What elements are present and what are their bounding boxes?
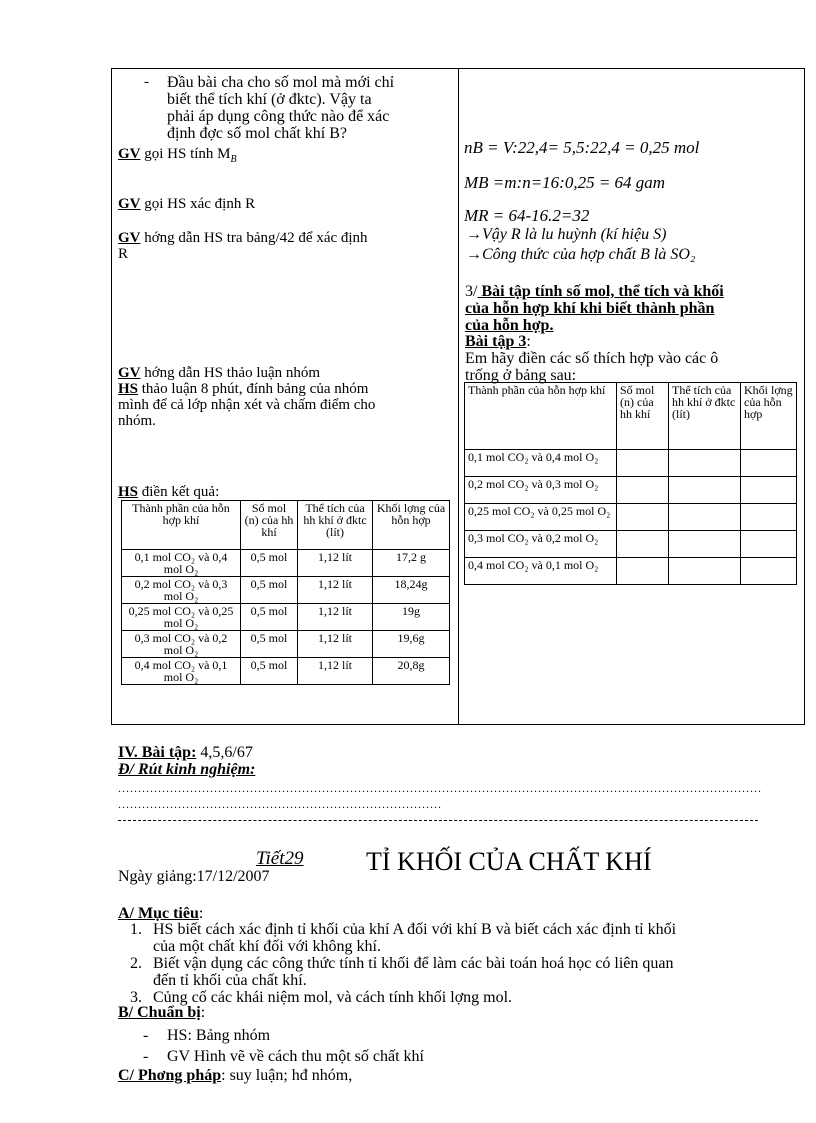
bullet: - <box>144 74 149 90</box>
section-b-label: B/ Chuẩn bị: <box>118 1004 206 1021</box>
empty-cell[interactable] <box>741 504 797 531</box>
table-row: 0,2 mol CO₂ và 0,3 mol O₂ 0,5 mol 1,12 lít 18,24g <box>122 577 450 604</box>
empty-cell[interactable] <box>741 477 797 504</box>
equation-mr: MR = 64-16.2=32 <box>464 206 590 225</box>
gv-step-4: GV hớng dẫn HS thảo luận nhóm HS thảo luận 8 phút, đính bảng của nhóm mình để cả lớp nhận xét và chấm điểm cho nhóm. <box>118 365 376 429</box>
result-table <box>121 500 450 685</box>
exercise-3: Bài tập 3: Em hãy điền các số thích hợp vào các ô trống ở bảng sau: <box>465 333 719 384</box>
empty-cell[interactable] <box>617 504 669 531</box>
empty-cell[interactable] <box>669 531 741 558</box>
table-row: 0,1 mol CO₂ và 0,4 mol O₂ <box>465 450 797 477</box>
empty-cell[interactable] <box>617 477 669 504</box>
exercise-table <box>464 382 797 585</box>
section-a-label: A/ Mục tiêu: <box>118 905 204 922</box>
table-header-row: Thành phần của hỗn hợp khí Số mol (n) của hh khí Thể tích của hh khí ở đktc (lít) Khối lợng của hỗn hợp <box>465 383 797 450</box>
experience-label: Đ/ Rút kinh nghiệm: <box>118 761 256 778</box>
table-row: 0,1 mol CO₂ và 0,4 mol O₂ 0,5 mol 1,12 lít 17,2 g <box>122 550 450 577</box>
dashed-separator <box>118 820 758 821</box>
table-row: 0,4 mol CO₂ và 0,1 mol O₂ 0,5 mol 1,12 lít 20,8g <box>122 658 450 685</box>
dotted-line: ................................................................................................................................................................. <box>118 781 762 795</box>
empty-cell[interactable] <box>617 558 669 585</box>
list-item: 1. HS biết cách xác định tỉ khối của khí A đối với khí B và biết cách xác định tỉ khối của một chất khí đối với không khí. <box>130 921 677 955</box>
empty-cell[interactable] <box>669 477 741 504</box>
conclusion-1: →Vậy R là lu huỳnh (kí hiệu S) <box>466 226 667 243</box>
equation-nb: nB = V:22,4= 5,5:22,4 = 0,25 mol <box>464 138 700 157</box>
objectives-list <box>130 921 810 1006</box>
arrow-icon: → <box>466 226 482 243</box>
hs-result-label: HS điền kết quả: <box>118 484 220 500</box>
empty-cell[interactable] <box>741 450 797 477</box>
empty-cell[interactable] <box>669 558 741 585</box>
list-item: 3. Củng cố các khái niệm mol, và cách tính khối lợng mol. <box>130 989 513 1006</box>
table-row: 0,25 mol CO₂ và 0,25 mol O₂ 0,5 mol 1,12 lít 19g <box>122 604 450 631</box>
table-row: 0,3 mol CO₂ và 0,2 mol O₂ <box>465 531 797 558</box>
teaching-date: Ngày giảng:17/12/2007 <box>118 868 270 885</box>
empty-cell[interactable] <box>669 504 741 531</box>
homework: IV. Bài tập: 4,5,6/67 <box>118 744 253 761</box>
table-row: 0,4 mol CO₂ và 0,1 mol O₂ <box>465 558 797 585</box>
gv-step-3: GV hớng dẫn HS tra bảng/42 để xác định R <box>118 230 368 262</box>
list-item: - HS: Bảng nhóm <box>143 1027 271 1044</box>
empty-cell[interactable] <box>741 531 797 558</box>
list-item: - GV Hình vẽ về cách thu một số chất khí <box>143 1048 424 1065</box>
table-row: 0,3 mol CO₂ và 0,2 mol O₂ 0,5 mol 1,12 lít 19,6g <box>122 631 450 658</box>
empty-cell[interactable] <box>617 531 669 558</box>
list-item: 2. Biết vận dụng các công thức tính tỉ khối để làm các bài toán hoá học có liên quan đến tỉ khối của chất khí. <box>130 955 674 989</box>
question-text: Đầu bài cha cho số mol mà mới chỉ biết thể tích khí (ở đktc). Vậy ta phải áp dụng công thức nào để xác định đợc số mol chất khí B? <box>167 74 395 142</box>
equation-mb: MB =m:n=16:0,25 = 64 gam <box>464 173 666 192</box>
section-c: C/ Phơng pháp: suy luận; hđ nhóm, <box>118 1067 353 1084</box>
arrow-icon: → <box>466 246 482 263</box>
gv-step-1: GV gọi HS tính $M_B$ <box>118 146 237 165</box>
empty-cell[interactable] <box>617 450 669 477</box>
empty-cell[interactable] <box>669 450 741 477</box>
lesson-number: Tiết29 <box>256 848 304 869</box>
table-row: 0,2 mol CO₂ và 0,3 mol O₂ <box>465 477 797 504</box>
dotted-line: ................................................................................. <box>118 797 442 811</box>
table-row: 0,25 mol CO₂ và 0,25 mol O₂ <box>465 504 797 531</box>
gv-step-2: GV gọi HS xác định R <box>118 196 256 212</box>
column-divider <box>458 68 459 725</box>
page-title: TỈ KHỐI CỦA CHẤT KHÍ <box>366 847 652 876</box>
table-header-row: Thành phần của hỗn hợp khí Số mol (n) của hh khí Thể tích của hh khí ở đktc (lít) Khối lợng của hỗn hợp <box>122 501 450 550</box>
empty-cell[interactable] <box>741 558 797 585</box>
conclusion-2: →Công thức của hợp chất B là SO₂ <box>466 246 696 263</box>
section-3-title: 3/ Bài tập tính số mol, thể tích và khối của hỗn hợp khí khi biết thành phần của hỗn hợp. <box>465 283 724 334</box>
